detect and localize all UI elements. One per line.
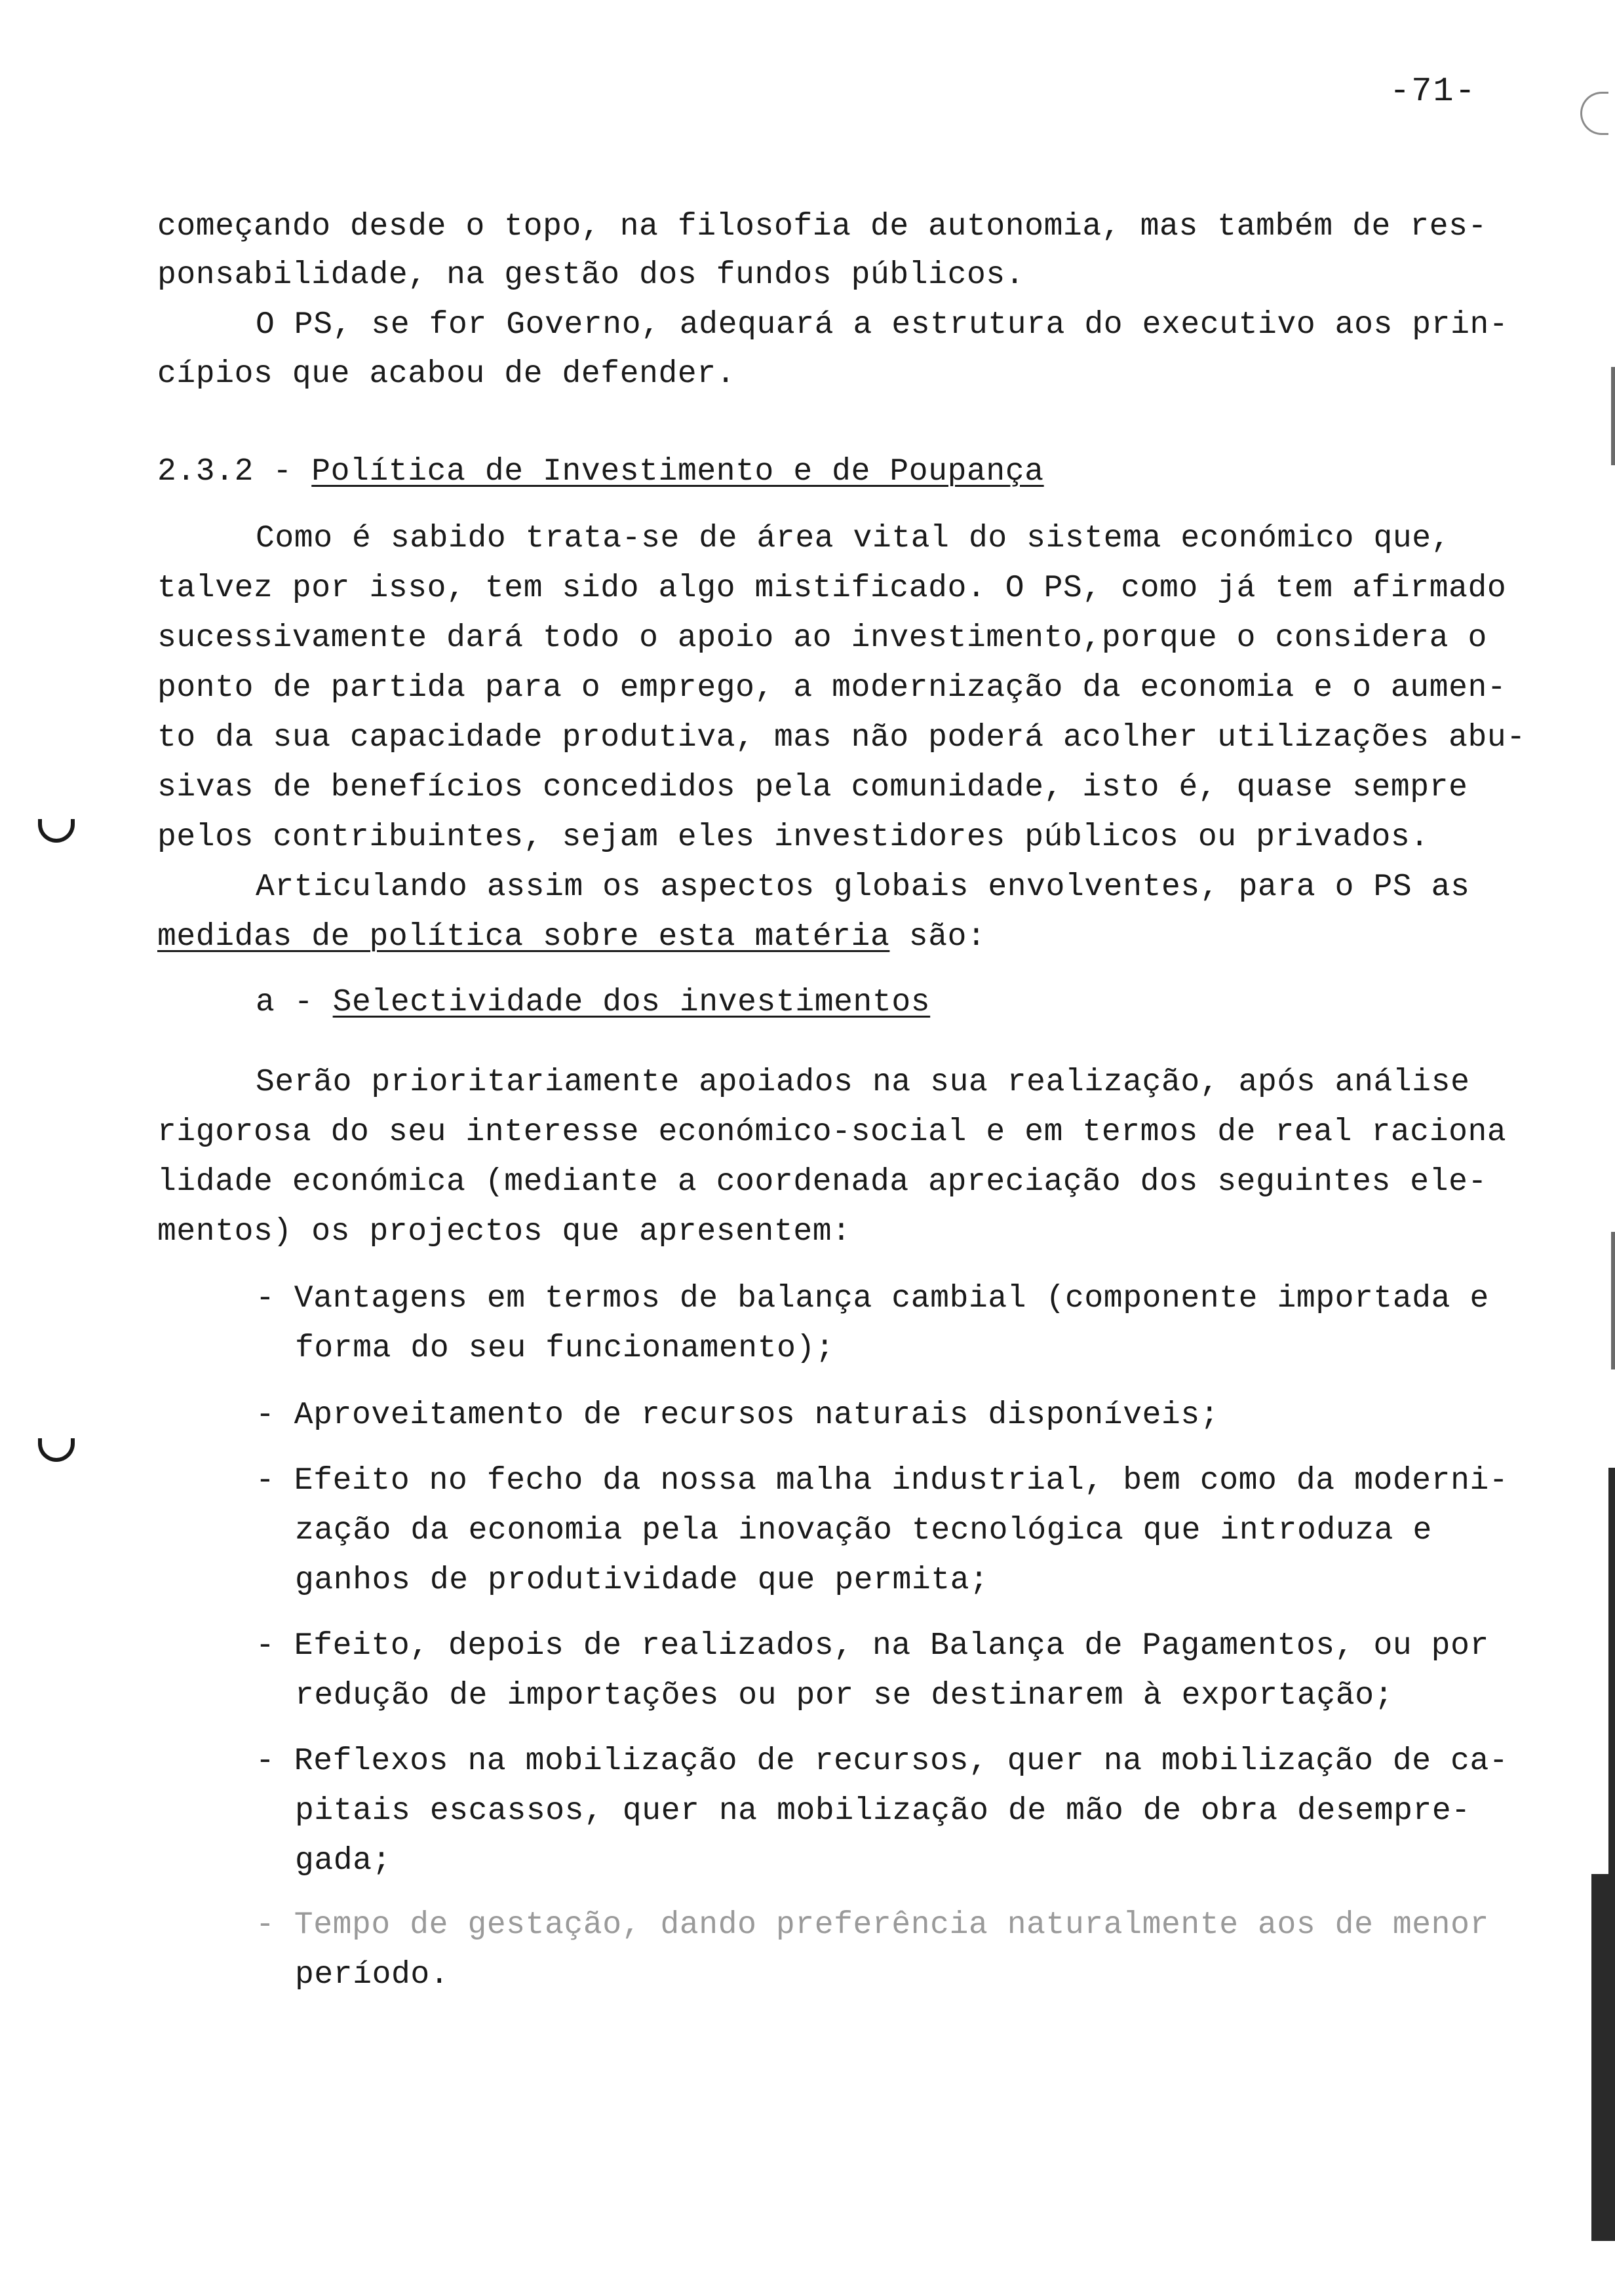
list-item-line: - Reflexos na mobilização de recursos, quer na mobilização de ca- <box>256 1744 1509 1779</box>
section-number: 2.3.2 - <box>157 454 312 489</box>
list-item-line: pitais escassos, quer na mobilização de mão de obra desempre- <box>295 1793 1471 1829</box>
text-line: talvez por isso, tem sido algo mistificado. O PS, como já tem afirmado <box>157 571 1507 606</box>
list-item-line: redução de importações ou por se destinarem à exportação; <box>295 1678 1394 1713</box>
text-fragment: são: <box>889 919 986 955</box>
underlined-phrase: medidas de política sobre esta matéria <box>157 919 890 955</box>
text-line: Serão prioritariamente apoiados na sua realização, após análise <box>256 1065 1470 1100</box>
subsection-heading <box>256 983 930 1022</box>
binding-edge <box>1611 1232 1615 1369</box>
binding-edge <box>1611 367 1615 465</box>
list-item-line: forma do seu funcionamento); <box>295 1331 835 1366</box>
list-item-line: período. <box>295 1957 450 1993</box>
list-item-line: - Vantagens em termos de balança cambial (componente importada e <box>256 1281 1489 1316</box>
list-item-line: - Tempo de gestação, dando preferência naturalmente aos de menor <box>256 1907 1489 1943</box>
list-item-line: - Efeito, depois de realizados, na Balança de Pagamentos, ou por <box>256 1628 1489 1664</box>
text-line: O PS, se for Governo, adequará a estrutura do executivo aos prin- <box>256 307 1509 343</box>
subsection-marker: a - <box>256 985 333 1020</box>
text-line: Articulando assim os aspectos globais envolventes, para o PS as <box>256 870 1470 905</box>
subsection-title: Selectividade dos investimentos <box>332 985 931 1020</box>
list-item-line: - Efeito no fecho da nossa malha industrial, bem como da moderni- <box>256 1463 1509 1499</box>
text-line: ponto de partida para o emprego, a modernização da economia e o aumen- <box>157 670 1507 706</box>
text-line: sivas de benefícios concedidos pela comunidade, isto é, quase sempre <box>157 770 1468 805</box>
text-line: ponsabilidade, na gestão dos fundos públicos. <box>157 258 1025 293</box>
text-line: começando desde o topo, na filosofia de autonomia, mas também de res- <box>157 209 1487 244</box>
page-number: -71- <box>1390 72 1477 111</box>
list-item-line: zação da economia pela inovação tecnológica que introduza e <box>295 1513 1432 1548</box>
list-item-line: gada; <box>295 1843 392 1879</box>
text-line <box>157 917 986 957</box>
list-item-line: ganhos de produtividade que permita; <box>295 1563 989 1598</box>
text-line: pelos contribuintes, sejam eles investidores públicos ou privados. <box>157 820 1430 855</box>
text-line: lidade económica (mediante a coordenada apreciação dos seguintes ele- <box>157 1164 1487 1200</box>
text-line: to da sua capacidade produtiva, mas não poderá acolher utilizações abu- <box>157 720 1526 756</box>
text-line: rigorosa do seu interesse económico-social e em termos de real raciona <box>157 1115 1507 1150</box>
binding-edge <box>1591 1874 1615 2241</box>
punch-hole-mark <box>38 1438 75 1462</box>
text-line: mentos) os projectos que apresentem: <box>157 1214 851 1250</box>
text-line: sucessivamente dará todo o apoio ao investimento,porque o considera o <box>157 621 1487 656</box>
text-line: Como é sabido trata-se de área vital do sistema económico que, <box>256 521 1451 556</box>
list-item-line: - Aproveitamento de recursos naturais disponíveis; <box>256 1398 1220 1433</box>
punch-hole-mark <box>38 819 75 843</box>
text-line: cípios que acabou de defender. <box>157 356 736 392</box>
section-heading <box>157 452 1044 491</box>
corner-punch-mark <box>1580 92 1608 135</box>
section-title: Política de Investimento e de Poupança <box>311 454 1044 489</box>
